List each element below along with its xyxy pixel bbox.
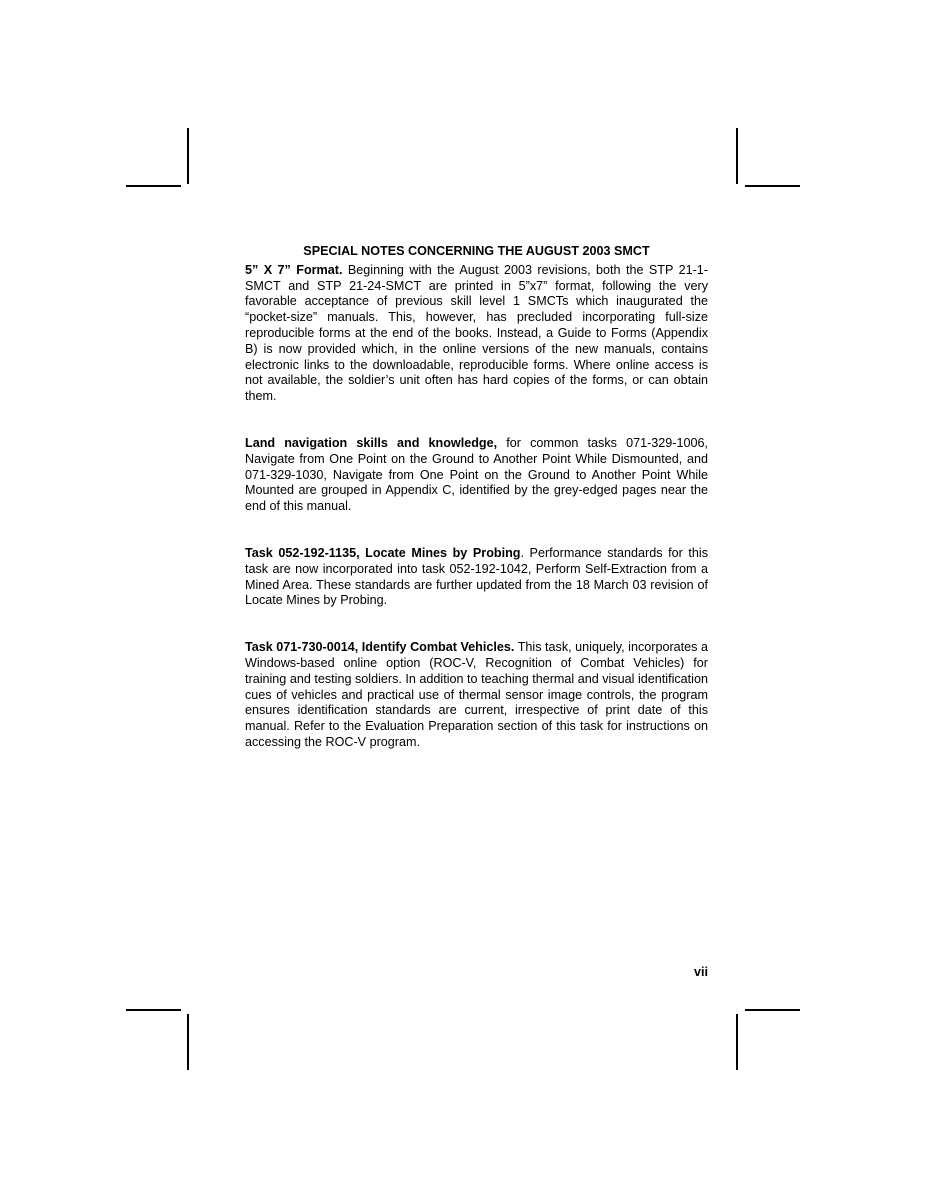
crop-mark-bottom-right-horizontal (745, 1009, 800, 1011)
paragraph-lead: 5” X 7” Format. (245, 262, 343, 277)
paragraph-locate-mines (245, 546, 708, 609)
page-title: SPECIAL NOTES CONCERNING THE AUGUST 2003 SMCT (303, 244, 650, 258)
crop-mark-bottom-right-vertical (736, 1014, 738, 1070)
crop-mark-top-left-horizontal (126, 185, 181, 187)
paragraph-lead: Land navigation skills and knowledge, (245, 435, 498, 450)
crop-mark-top-right-vertical (736, 128, 738, 184)
paragraph-text: for common tasks 071-329-1006, Navigate from One Point on the Ground to Another Point While Dismounted, and 071-329-1030, Navigate from One Point on the Ground to Another Point While Mounted are grouped in Appendix C, identified by the grey-edged pages near the end of this manual. (245, 435, 708, 514)
crop-mark-top-left-vertical (187, 128, 189, 184)
crop-mark-bottom-left-vertical (187, 1014, 189, 1070)
crop-mark-top-right-horizontal (745, 185, 800, 187)
paragraph-combat-vehicles (245, 640, 708, 751)
paragraph-text: . Performance standards for this task are now incorporated into task 052-192-1042, Perform Self-Extraction from a Mined Area. These standards are further updated from the 18 March 03 revision of Locate Mines by Probing. (245, 545, 708, 608)
paragraph-land-navigation (245, 436, 708, 515)
page-number: vii (693, 965, 708, 979)
crop-mark-bottom-left-horizontal (126, 1009, 181, 1011)
paragraph-text: Beginning with the August 2003 revisions, both the STP 21-1-SMCT and STP 21-24-SMCT are printed in 5”x7” format, following the very favorable acceptance of previous skill level 1 SMCTs which inaugurated the “pocket-size” manuals. This, however, has precluded incorporating full-size reproducible forms at the end of the books. Instead, a Guide to Forms (Appendix B) is now provided which, in the online versions of the new manuals, contains electronic links to the downloadable, reproducible forms. Where online access is not available, the soldier’s unit often has hard copies of the forms, or can obtain them. (245, 262, 708, 404)
page-content (245, 244, 708, 751)
paragraph-text: This task, uniquely, incorporates a Windows-based online option (ROC-V, Recognition of Combat Vehicles) for training and testing soldiers. In addition to teaching thermal and visual identification cues of vehicles and practical use of thermal sensor image controls, the program ensures identification standards are current, irrespective of print date of this manual. Refer to the Evaluation Preparation section of this task for instructions on accessing the ROC-V program. (245, 640, 708, 749)
paragraph-lead: Task 071-730-0014, Identify Combat Vehicles. (245, 640, 515, 655)
paragraph-lead: Task 052-192-1135, Locate Mines by Probing (245, 545, 521, 560)
paragraph-format (245, 263, 708, 405)
